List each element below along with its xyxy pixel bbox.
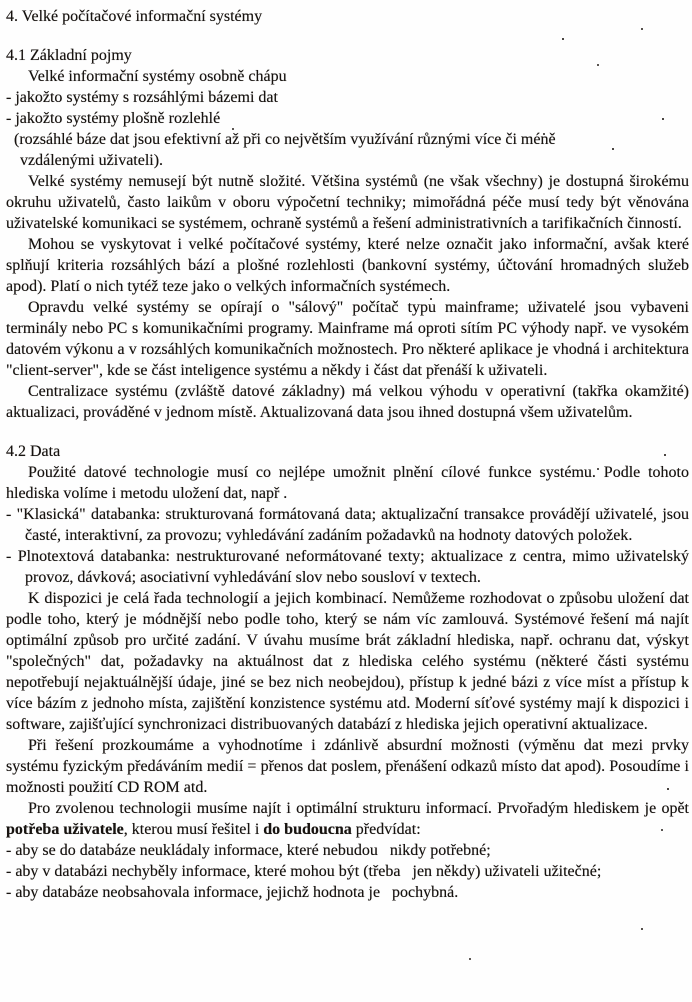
text-block: - jakožto systémy s rozsáhlými bázemi dat xyxy=(6,89,278,106)
text-block: - jakožto systémy plošně rozlehlé xyxy=(6,110,221,127)
bold-text: potřeba uživatele xyxy=(6,821,124,838)
text-run: předvídat: xyxy=(351,821,421,838)
text-block: Opravdu velké systémy se opírají o "sálový" počítač typu mainframe; uživatelé jsou vybaveni terminály nebo PC s komunikačními programy. Mainframe má oproti sítím PC výhody např. ve vysokém datovém výkonu a v rozsáhlých komunikačních možnostech. Pro některé aplikace je vhodná i architektura "client-server", kde se část inteligence systému a někdy i část dat přenáší k uživateli. xyxy=(6,299,689,379)
text-block: - "Klasická" databanka: strukturovaná formátovaná data; aktualizační transakce provádějí uživatelé, jsou časté, interaktivní, za provozu; vyhledávání zadáním požadavků na hodnoty datových položek. xyxy=(6,506,689,544)
text-block: Centralizace systému (zvláště datové základny) má velkou výhodu v operativní (takřka okamžité) aktualizaci, prováděné v jednom místě. Aktualizovaná data jsou ihned dostupná všem uživatelům. xyxy=(6,383,689,421)
section-heading: 4.2 Data xyxy=(6,443,61,460)
section-heading: 4.1 Základní pojmy xyxy=(6,47,132,64)
text-block: Mohou se vyskytovat i velké počítačové systémy, které nelze označit jako informační, avšak které splňují kriteria rozsáhlých bází a plošné rozlehlosti (bankovní systémy, účtování hromadných služeb apod). Platí o nich tytéž teze jako o velkých informačních systémech. xyxy=(6,236,689,295)
text-block: Velké informační systémy osobně chápu xyxy=(28,68,287,85)
text-block: - aby v databázi nechyběly informace, které mohou být (třeba jen někdy) uživateli užitečné; xyxy=(6,863,602,880)
text-block: Při řešení prozkoumáme a vyhodnotíme i zdánlivě absurdní možnosti (výměnu dat mezi prvky systému fyzickým předáváním medií = přenos dat poslem, přenášení odkazů místo dat apod). Posoudíme i možnosti použití CD ROM atd. xyxy=(6,737,689,796)
bold-text: do budoucna xyxy=(263,821,352,838)
text-block: vzdálenými uživateli). xyxy=(20,152,164,169)
document-title: 4. Velké počítačové informační systémy xyxy=(6,8,263,25)
text-block: - Plnotextová databanka: nestrukturované neformátované texty; aktualizace z centra, mimo uživatelský provoz, dávková; asociativní vyhledávání slov nebo sousloví v textech. xyxy=(6,548,689,586)
scan-noise-dots xyxy=(0,0,2,2)
text-block: - aby se do databáze neukládaly informace, které nebudou nikdy potřebné; xyxy=(6,842,491,859)
text-run: Pro zvolenou technologii musíme najít i optimální strukturu informací. Prvořadým hlediskem je opět xyxy=(28,800,689,817)
text-run: , kterou musí řešitel i xyxy=(123,821,264,838)
text-block: Velké systémy nemusejí být nutně složité. Většina systémů (ne však všechny) je dostupná širokému okruhu uživatelů, často laikům v oboru výpočetní techniky; mimořádná péče musí tedy být věnována uživatelské komunikaci se systémem, ochraně systémů a řešení administrativních a tarifikačních činností. xyxy=(6,173,689,232)
text-block: (rozsáhlé báze dat jsou efektivní až při co největším využívání různými více či méně xyxy=(14,131,556,148)
text-block xyxy=(6,798,689,840)
document-body xyxy=(6,45,689,903)
text-block: K dispozici je celá řada technologií a jejich kombinací. Nemůžeme rozhodovat o způsobu uložení dat podle toho, který je módnější nebo podle toho, který se nám víc zamlouvá. Systémové řešení má najít optimální způsob pro určité zadání. V úvahu musíme brát základní hlediska, např. ochranu dat, výskyt "společných" dat, požadavky na aktuálnost dat z hlediska celého systému (některé části systému nepotřebují nejaktuálnější údaje, jiné se bez nich neobejdou), přístup k jedné bázi z více míst a přístup k více bázím z jednoho místa, zajištění konzistence systému atd. Moderní síťové systémy mají k dispozici i software, zajišťující synchronizaci distribuovaných databází z hlediska jejich operativní aktualizace. xyxy=(6,590,689,733)
text-block: Použité datové technologie musí co nejlépe umožnit plnění cílové funkce systému. Podle tohoto hlediska volíme i metodu uložení dat, např . xyxy=(6,464,689,502)
text-block: - aby databáze neobsahovala informace, jejichž hodnota je pochybná. xyxy=(6,884,459,901)
